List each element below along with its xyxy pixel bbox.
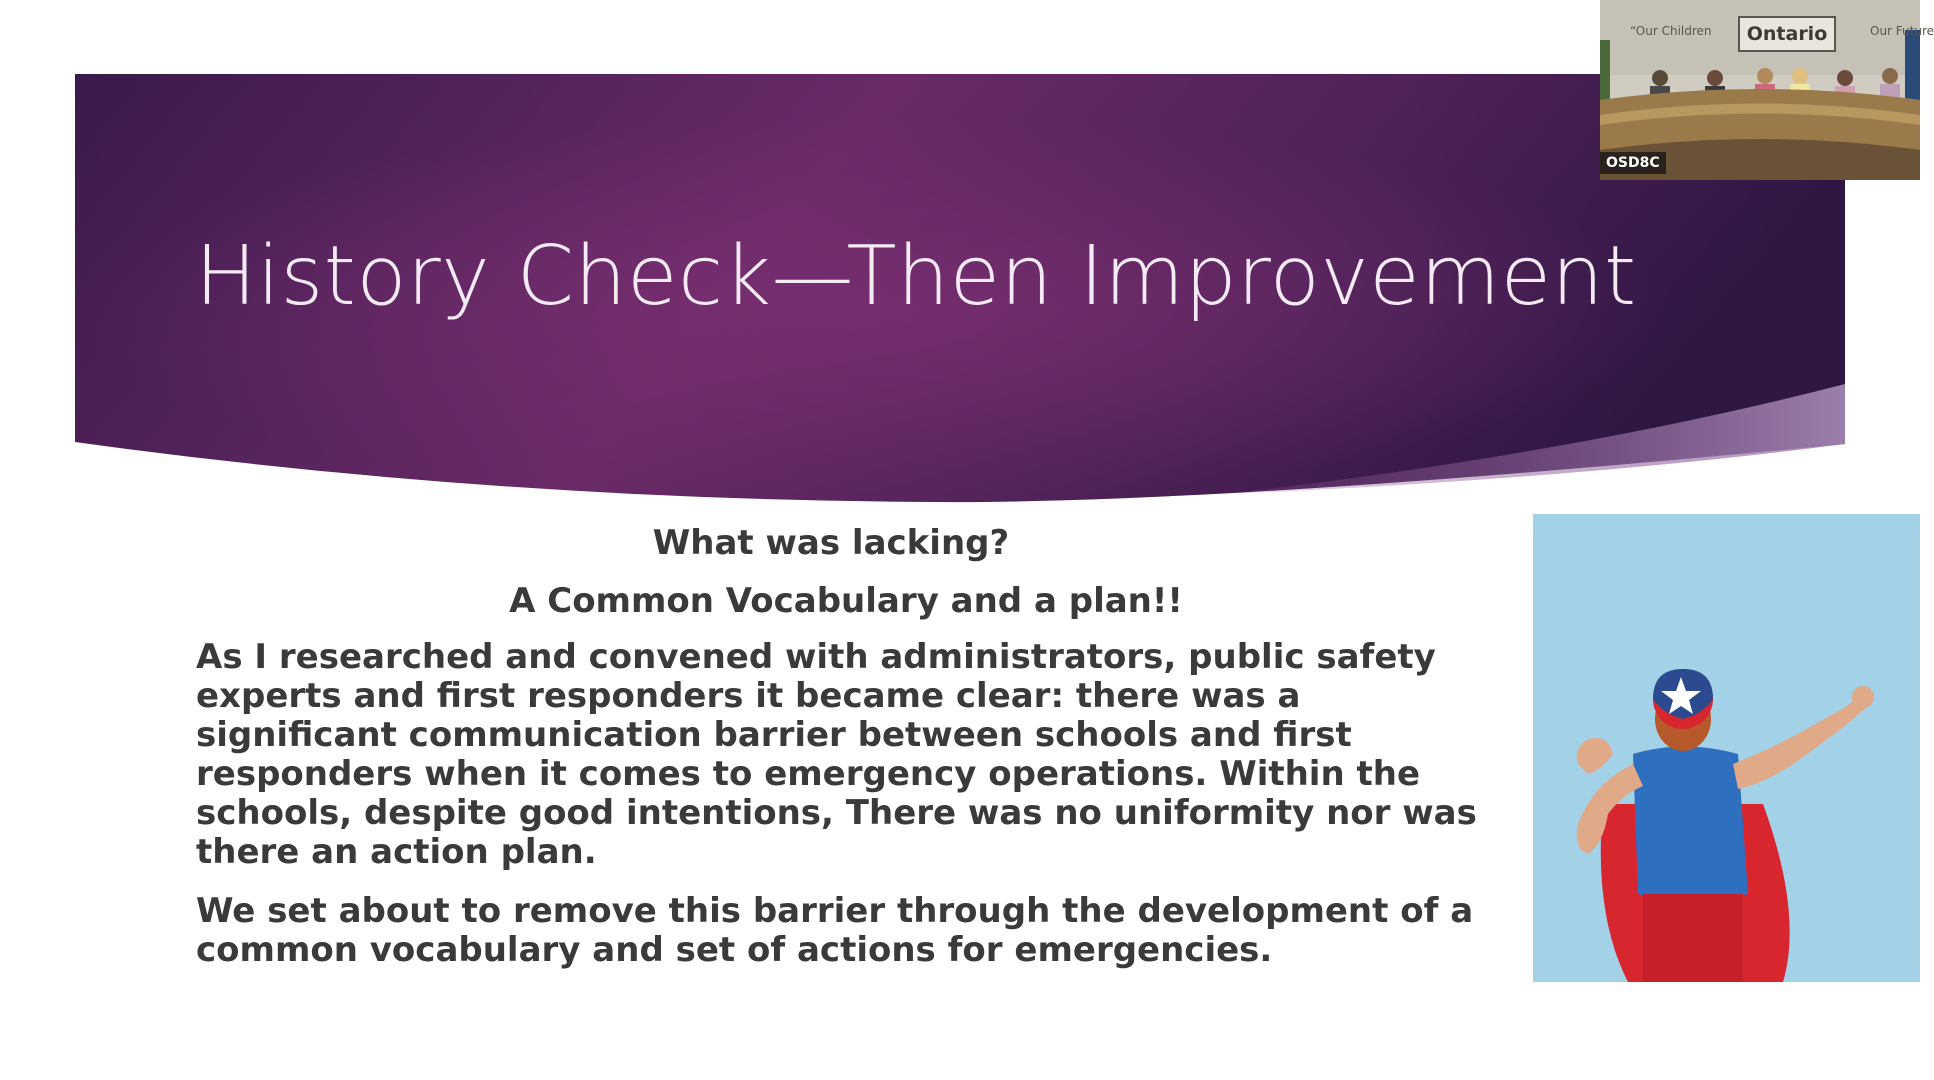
title-banner xyxy=(75,74,1845,504)
slide-title: History Check—Then Improvement xyxy=(195,229,1637,324)
slide-body xyxy=(196,522,1506,970)
video-sign-right: Our Future xyxy=(1870,24,1934,38)
question-heading: What was lacking? xyxy=(652,523,1010,563)
superhero-image xyxy=(1533,514,1920,982)
answer-heading: A Common Vocabulary and a plan!! xyxy=(509,581,1183,621)
superhero-illustration xyxy=(1533,514,1920,982)
participant-video[interactable] xyxy=(1600,0,1934,180)
body-paragraph-2: We set about to remove this barrier through the development of a common vocabulary and set of actions for emergencies. xyxy=(196,891,1474,970)
video-sign-logo: Ontario xyxy=(1738,16,1836,52)
participant-name-label: OSD8C xyxy=(1600,152,1666,174)
body-paragraph-1: As I researched and convened with administrators, public safety experts and first responders it became clear: there was a significant communication barrier between schools and first responders when it comes to emergency operations. Within the schools, despite good intentions, There was no uniformity nor was there an action plan. xyxy=(196,637,1477,872)
video-sign-left: “Our Children xyxy=(1630,24,1712,38)
